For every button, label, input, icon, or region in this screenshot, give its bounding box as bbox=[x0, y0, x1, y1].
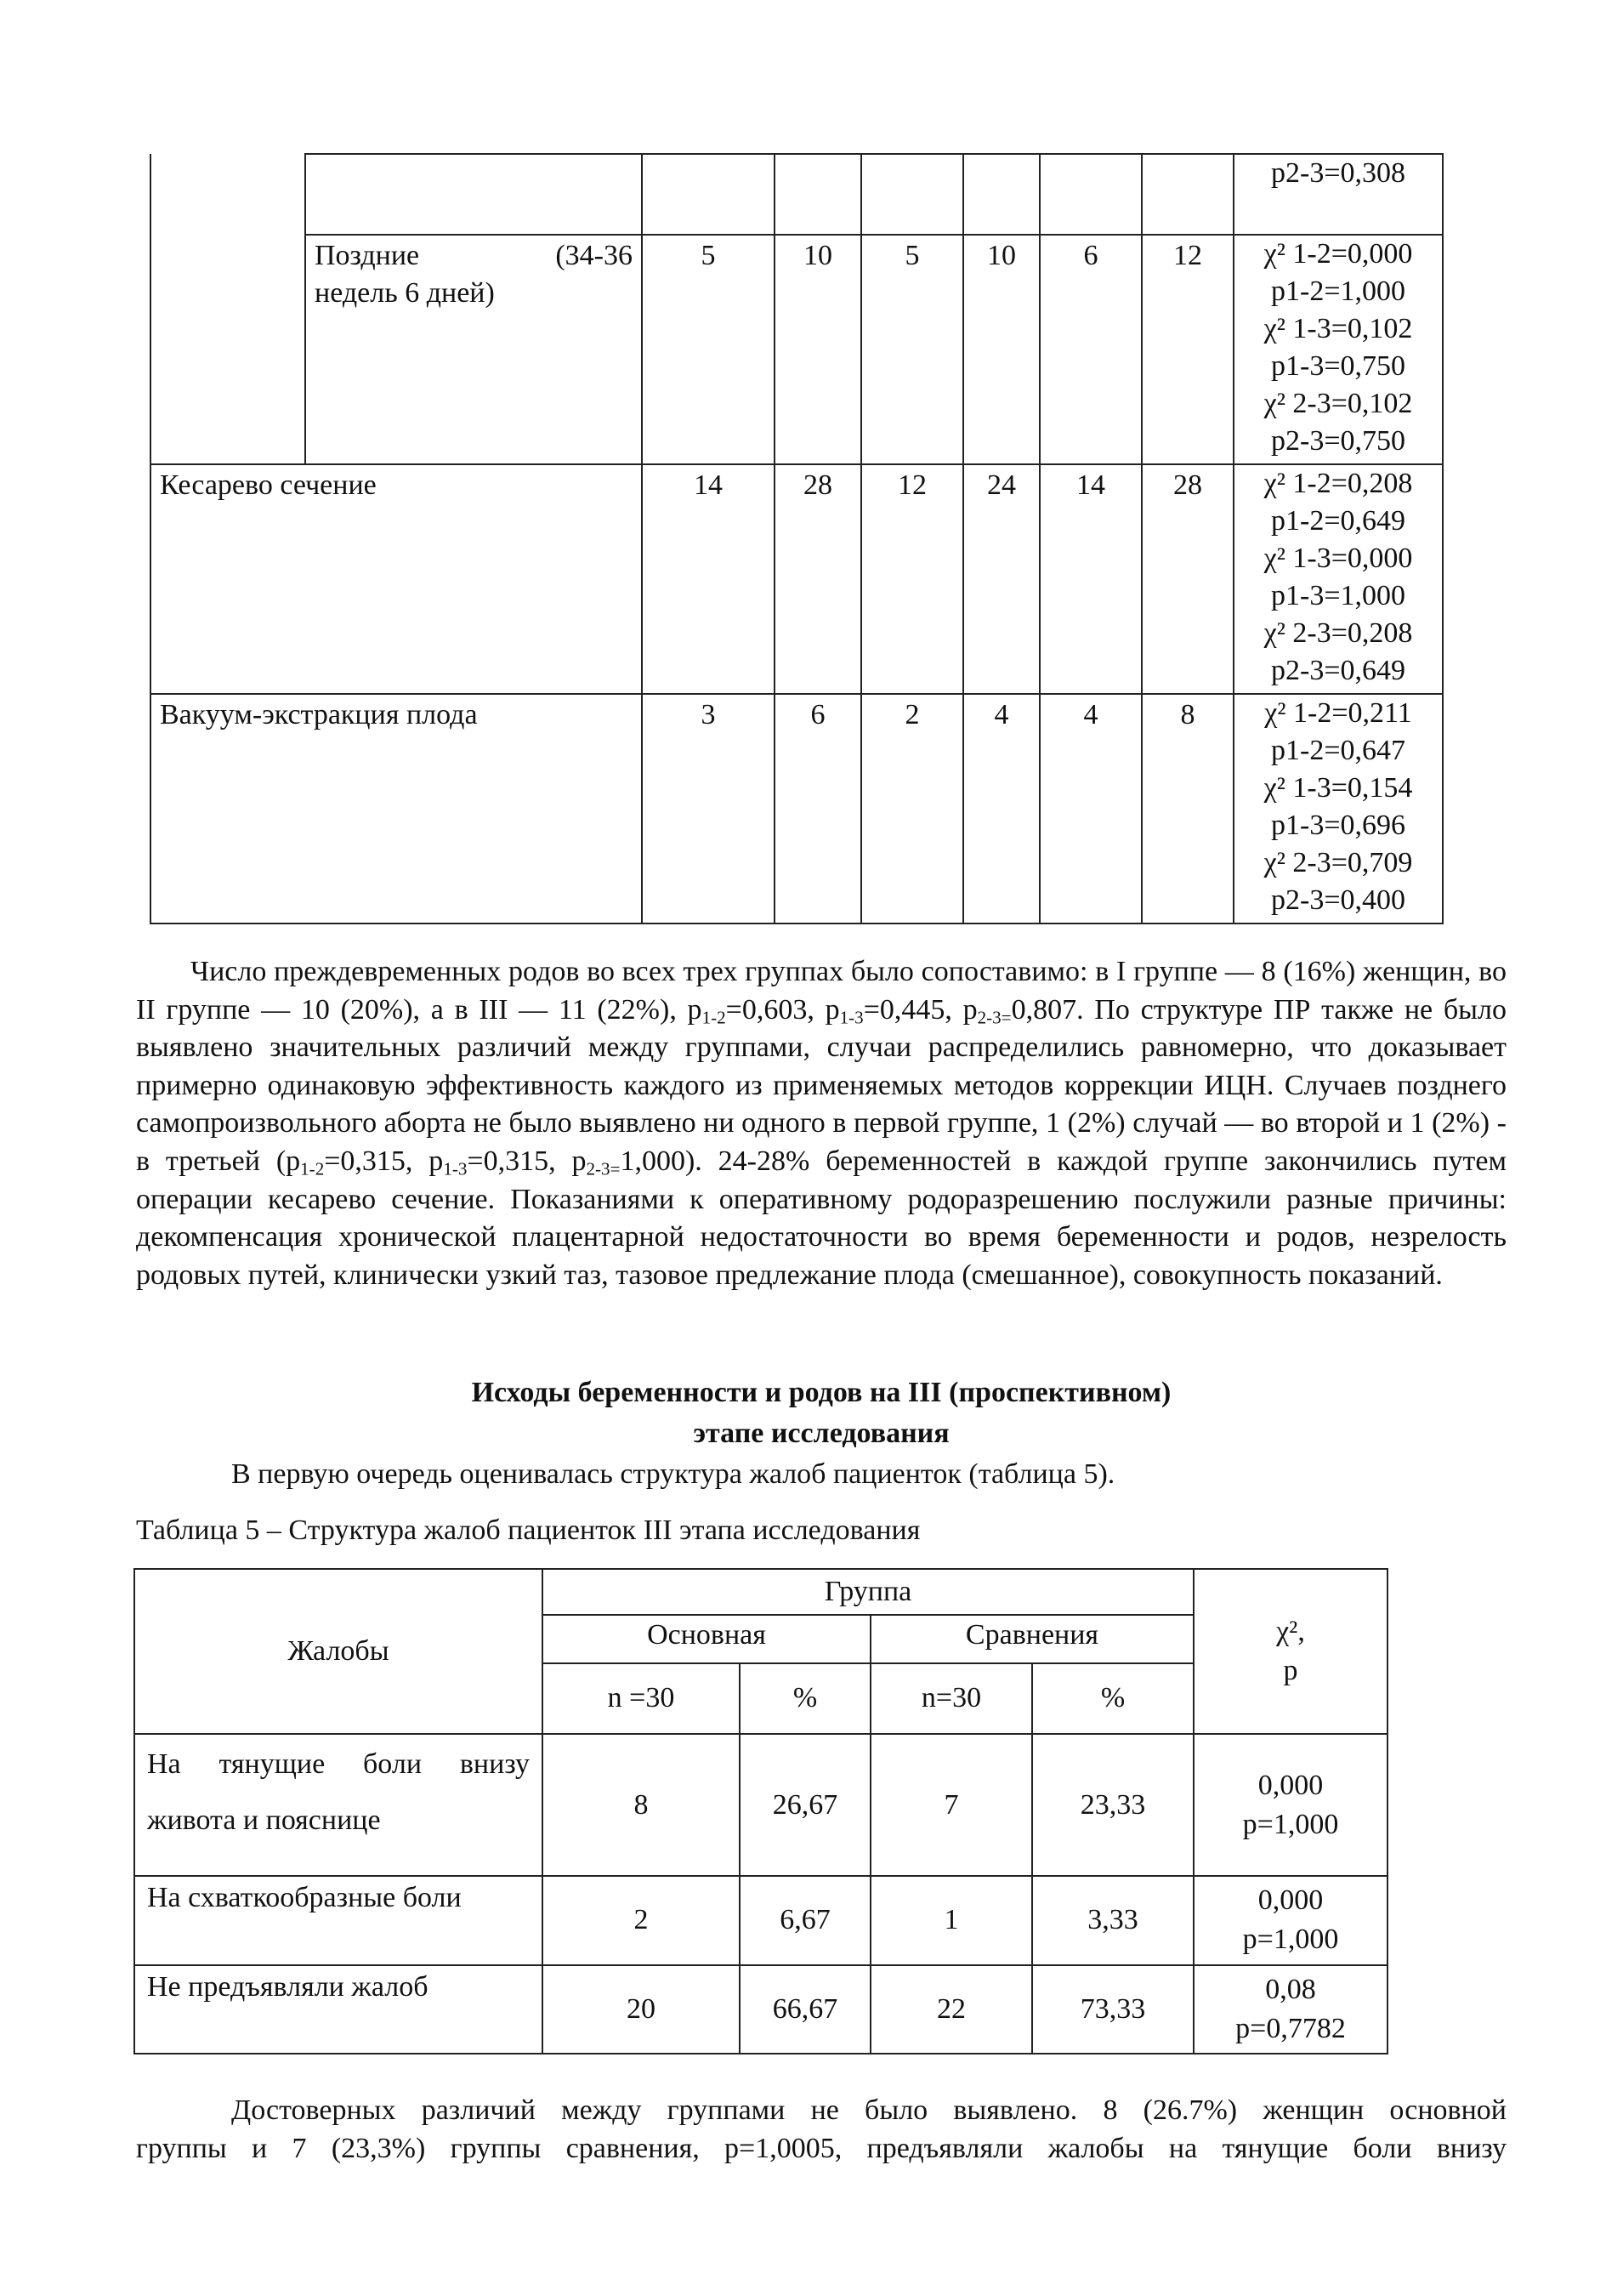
chi-value: χ² 1-2=0,208 bbox=[1263, 468, 1413, 499]
stats-cell bbox=[1234, 235, 1443, 464]
value-cell: 28 bbox=[775, 464, 861, 694]
column-header-pct: % bbox=[1032, 1663, 1194, 1735]
table-cell-empty bbox=[150, 154, 305, 235]
value-cell: 73,33 bbox=[1032, 1965, 1194, 2054]
row-label bbox=[305, 235, 642, 464]
value-cell: 7 bbox=[871, 1734, 1032, 1876]
section-heading-line2: этапе исследования bbox=[693, 1418, 950, 1449]
complaints-table bbox=[133, 1568, 1388, 2054]
value-cell: 23,33 bbox=[1032, 1734, 1194, 1876]
value-cell: 28 bbox=[1142, 464, 1234, 694]
column-header-complaints: Жалобы bbox=[134, 1569, 542, 1734]
value-cell: 20 bbox=[542, 1965, 740, 2054]
p-value: p1-2=0,649 bbox=[1271, 505, 1405, 537]
chi-value: χ² 1-3=0,000 bbox=[1263, 543, 1413, 574]
table-cell-empty bbox=[305, 154, 642, 235]
value-cell: 14 bbox=[642, 464, 775, 694]
table-cell-empty bbox=[150, 235, 305, 464]
value-cell: 66,67 bbox=[740, 1965, 871, 2054]
column-header-chi: χ², p bbox=[1194, 1569, 1387, 1734]
chi-value: χ² 2-3=0,709 bbox=[1263, 847, 1413, 878]
table-row-vacuum bbox=[150, 694, 1443, 924]
value-cell: 5 bbox=[861, 235, 963, 464]
table-cell-empty bbox=[963, 154, 1040, 235]
table-row bbox=[134, 1965, 1387, 2054]
value-cell: 8 bbox=[542, 1734, 740, 1876]
p-value: p1-2=0,647 bbox=[1271, 735, 1405, 766]
chi-value: 0,000 bbox=[1257, 1884, 1324, 1917]
column-header-main: Основная bbox=[542, 1615, 871, 1662]
value-cell: 12 bbox=[1142, 235, 1234, 464]
chi-value: 0,08 bbox=[1265, 1973, 1316, 2005]
p-value: p2-3=0,308 bbox=[1271, 157, 1405, 189]
table-caption: Таблица 5 – Структура жалоб пациенток III этапа исследования bbox=[136, 1515, 921, 1546]
p-value: p=0,7782 bbox=[1235, 2012, 1346, 2044]
table-row bbox=[150, 154, 1443, 235]
value-cell: 6 bbox=[1040, 235, 1142, 464]
outcomes-table-continuation bbox=[150, 153, 1444, 924]
row-label: Не предъявляли жалоб bbox=[134, 1965, 542, 2054]
value-cell: 4 bbox=[963, 694, 1040, 924]
value-cell: 4 bbox=[1040, 694, 1142, 924]
value-cell: 26,67 bbox=[740, 1734, 871, 1876]
table-cell-empty bbox=[642, 154, 775, 235]
value-cell: 12 bbox=[861, 464, 963, 694]
chi-value: χ² 2-3=0,102 bbox=[1263, 388, 1413, 419]
p-value: p1-3=1,000 bbox=[1271, 580, 1405, 611]
p-value: p2-3=0,400 bbox=[1271, 884, 1405, 916]
value-cell: 24 bbox=[963, 464, 1040, 694]
stats-cell bbox=[1194, 1965, 1387, 2054]
row-label-part: Поздние bbox=[315, 240, 420, 271]
row-label: Кесарево сечение bbox=[150, 464, 642, 694]
p-value: p1-3=0,750 bbox=[1271, 350, 1405, 382]
body-paragraph-line: группы и 7 (23,3%) группы сравнения, p=1,0005, предъявляли жалобы на тянущие боли внизу bbox=[136, 2133, 1507, 2164]
intro-sentence: В первую очередь оценивалась структура жалоб пациенток (таблица 5). bbox=[231, 1458, 1115, 1490]
stats-cell bbox=[1194, 1734, 1387, 1876]
table-cell-empty bbox=[775, 154, 861, 235]
table-header-row bbox=[134, 1569, 1387, 1615]
row-label: Вакуум-экстракция плода bbox=[150, 694, 642, 924]
stats-cell bbox=[1194, 1876, 1387, 1964]
chi-value: χ² 1-3=0,154 bbox=[1263, 772, 1413, 804]
value-cell: 3,33 bbox=[1032, 1876, 1194, 1964]
column-header-pct: % bbox=[740, 1663, 871, 1735]
table-cell-empty bbox=[1040, 154, 1142, 235]
value-cell: 5 bbox=[642, 235, 775, 464]
value-cell: 8 bbox=[1142, 694, 1234, 924]
p-value: p1-3=0,696 bbox=[1271, 810, 1405, 841]
column-header-comparison: Сравнения bbox=[871, 1615, 1194, 1662]
chi-value: χ² 2-3=0,208 bbox=[1263, 617, 1413, 649]
p-value: p=1,000 bbox=[1242, 1924, 1339, 1956]
value-cell: 10 bbox=[775, 235, 861, 464]
stats-cell bbox=[1234, 694, 1443, 924]
column-header-n: n =30 bbox=[542, 1663, 740, 1735]
stats-cell bbox=[1234, 154, 1443, 235]
value-cell: 10 bbox=[963, 235, 1040, 464]
value-cell: 3 bbox=[642, 694, 775, 924]
value-cell: 22 bbox=[871, 1965, 1032, 2054]
value-cell: 1 bbox=[871, 1876, 1032, 1964]
value-cell: 2 bbox=[542, 1876, 740, 1964]
body-paragraph: Число преждевременных родов во всех трех группах было сопоставимо: в I группе — 8 (16%) женщин, во II группе — 10 (20%), а в III — 11 (22%), $p_{1-2}=0,603$, $p_{1-3}=0,445$, $p_{2-3=}0,807$. По структуре ПР также не было выявлено значительных различий между группами, случаи распределились равномерно, что доказывает примерно одинаковую эффективность каждого из применяемых методов коррекции ИЦН. Случаев позднего самопроизвольного аборта не было выявлено ни одного в первой группе, 1 (2%) случай — во второй и 1 (2%) - в третьей ($p_{1-2}=0,315$, $p_{1-3}=0,315$, $p_{2-3=}1,000$). 24-28% беременностей в каждой группе закончились путем операции кесарево сечение. Показаниями к оперативному родоразрешению послужили разные причины: декомпенсация хронической плацентарной недостаточности во время беременности и родов, незрелость родовых путей, клинически узкий таз, тазовое предлежание плода (смешанное), совокупность показаний. bbox=[136, 956, 1507, 1291]
chi-value: χ² 1-2=0,000 bbox=[1263, 238, 1413, 270]
p-value: p1-2=1,000 bbox=[1271, 276, 1405, 307]
body-paragraph-line: Достоверных различий между группами не было выявлено. 8 (26.7%) женщин основной bbox=[231, 2094, 1507, 2126]
value-cell: 6,67 bbox=[740, 1876, 871, 1964]
column-header-group: Группа bbox=[542, 1569, 1194, 1615]
row-label: На тянущие боли внизу живота и пояснице bbox=[134, 1734, 542, 1876]
value-cell: 2 bbox=[861, 694, 963, 924]
table-cell-empty bbox=[861, 154, 963, 235]
section-heading: Исходы беременности и родов на III (проспективном) bbox=[471, 1377, 1172, 1408]
table-row bbox=[134, 1734, 1387, 1876]
table-cell-empty bbox=[1142, 154, 1234, 235]
column-header-n: n=30 bbox=[871, 1663, 1032, 1735]
table-row bbox=[134, 1876, 1387, 1964]
row-label: На схваткообразные боли bbox=[134, 1876, 542, 1964]
table-row-cesarean bbox=[150, 464, 1443, 694]
row-label-part: недель 6 дней) bbox=[315, 277, 495, 309]
chi-value: χ² 1-2=0,211 bbox=[1264, 697, 1412, 729]
p-value: p=1,000 bbox=[1242, 1808, 1339, 1840]
stats-cell bbox=[1234, 464, 1443, 694]
row-label-part: (34-36 bbox=[555, 240, 633, 271]
p-value: p2-3=0,649 bbox=[1271, 655, 1405, 686]
value-cell: 6 bbox=[775, 694, 861, 924]
chi-value: 0,000 bbox=[1257, 1769, 1324, 1801]
p-value: p2-3=0,750 bbox=[1271, 425, 1405, 457]
chi-value: χ² 1-3=0,102 bbox=[1263, 313, 1413, 344]
value-cell: 14 bbox=[1040, 464, 1142, 694]
table-row-late bbox=[150, 235, 1443, 464]
